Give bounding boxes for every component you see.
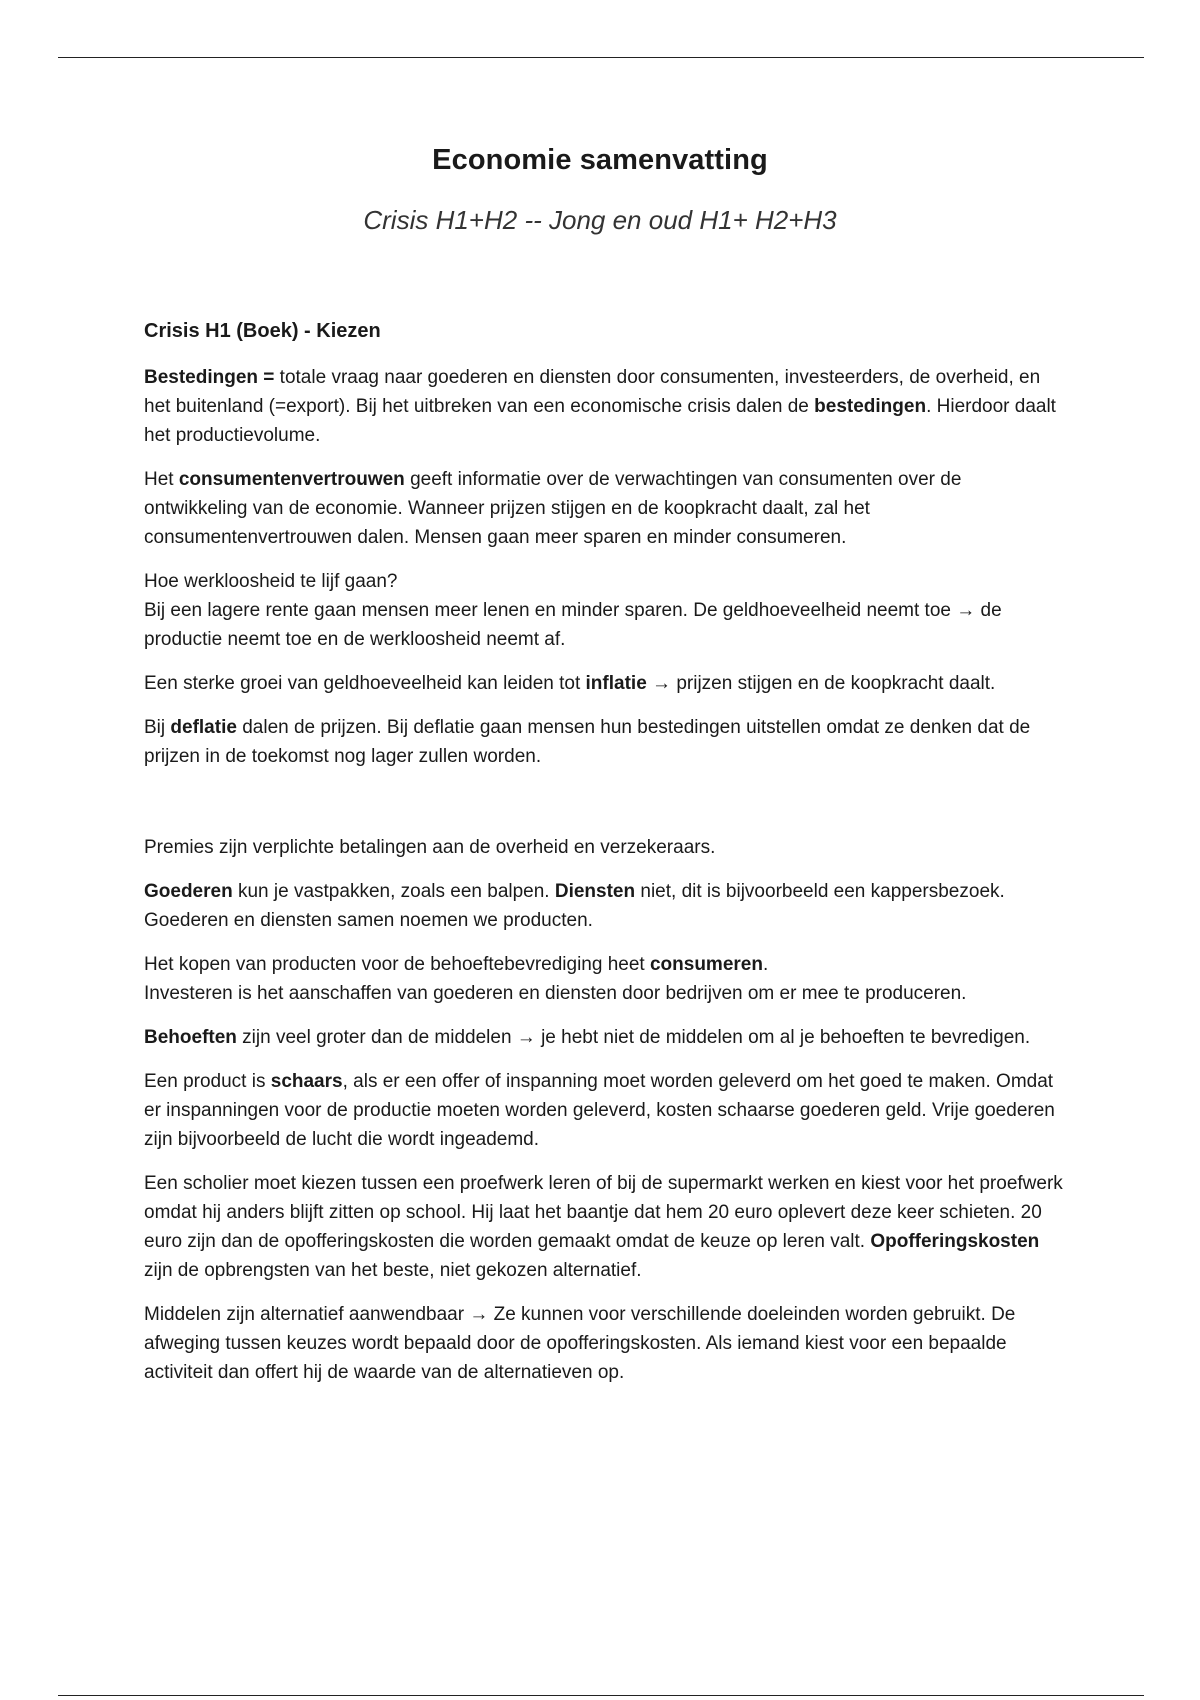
term-bestedingen: Bestedingen = [144,367,275,388]
term-deflatie: deflatie [170,717,237,738]
paragraph-bestedingen: Bestedingen = totale vraag naar goederen en diensten door consumenten, investeerders, de overheid, en het buitenland (=export). Bij het uitbreken van een economische crisis dalen de bestedingen. Hierdoor daalt het productievolume. [144,367,1056,446]
paragraph-schaars: Een product is schaars, als er een offer of inspanning moet worden geleverd om het goed te maken. Omdat er inspanningen voor de productie moeten worden geleverd, kosten schaarse goederen geld. Vrije goederen zijn bijvoorbeeld de lucht die wordt ingeademd. [144,1071,1055,1150]
document-body [144,317,1064,1402]
term-behoeften: Behoeften [144,1027,237,1048]
paragraph-middelen: Middelen zijn alternatief aanwendbaar → Ze kunnen voor verschillende doeleinden worden gebruikt. De afweging tussen keuzes wordt bepaald door de opofferingskosten. Als iemand kiest voor een bepaalde activiteit dan offert hij de waarde van de alternatieven op. [144,1304,1016,1383]
paragraph-consumentenvertrouwen: Het consumentenvertrouwen geeft informatie over de verwachtingen van consumenten over de ontwikkeling van de economie. Wanneer prijzen stijgen en de koopkracht daalt, zal het consumentenvertrouwen dalen. Mensen gaan meer sparen en minder consumeren. [144,469,962,548]
paragraph-inflatie: Een sterke groei van geldhoeveelheid kan leiden tot inflatie → prijzen stijgen en de koopkracht daalt. [144,673,996,694]
term-inflatie: inflatie [585,673,647,694]
document-subtitle: Crisis H1+H2 -- Jong en oud H1+ H2+H3 [363,205,837,235]
paragraph-werkloosheid: Hoe werkloosheid te lijf gaan? Bij een lagere rente gaan mensen meer lenen en minder sparen. De geldhoeveelheid neemt toe → de productie neemt toe en de werkloosheid neemt af. [144,571,1002,650]
paragraph-goederen-diensten: Goederen kun je vastpakken, zoals een balpen. Diensten niet, dit is bijvoorbeeld een kappersbezoek. Goederen en diensten samen noemen we producten. [144,881,1005,931]
footer-rule [58,1695,1144,1696]
section-heading: Crisis H1 (Boek) - Kiezen [144,320,381,342]
document-title: Economie samenvatting [432,144,768,176]
term-goederen: Goederen [144,881,233,902]
term-opofferingskosten: Opofferingskosten [870,1231,1040,1252]
paragraph-spacer [144,786,1064,833]
term-consumeren: consumeren [649,954,763,975]
term-schaars: schaars [270,1071,343,1092]
paragraph-behoeften: Behoeften zijn veel groter dan de middelen → je hebt niet de middelen om al je behoeften te bevredigen. [144,1027,1031,1048]
term-consumentenvertrouwen: consumentenvertrouwen [178,469,405,490]
paragraph-deflatie: Bij deflatie dalen de prijzen. Bij deflatie gaan mensen hun bestedingen uitstellen omdat ze denken dat de prijzen in de toekomst nog lager zullen worden. [144,717,1031,767]
paragraph-opofferingskosten: Een scholier moet kiezen tussen een proefwerk leren of bij de supermarkt werken en kiest voor het proefwerk omdat hij anders blijft zitten op school. Hij laat het baantje dat hem 20 euro oplevert deze keer schieten. 20 euro zijn dan de opofferingskosten die worden gemaakt omdat de keuze op leren valt. Opofferingskosten zijn de opbrengsten van het beste, niet gekozen alternatief. [144,1173,1063,1281]
paragraph-premies: Premies zijn verplichte betalingen aan de overheid en verzekeraars. [144,837,716,858]
term-diensten: Diensten [554,881,636,902]
paragraph-consumeren: Het kopen van producten voor de behoeftebevrediging heet consumeren. Investeren is het aanschaffen van goederen en diensten door bedrijven om er mee te produceren. [144,954,967,1004]
header-rule [58,57,1144,58]
